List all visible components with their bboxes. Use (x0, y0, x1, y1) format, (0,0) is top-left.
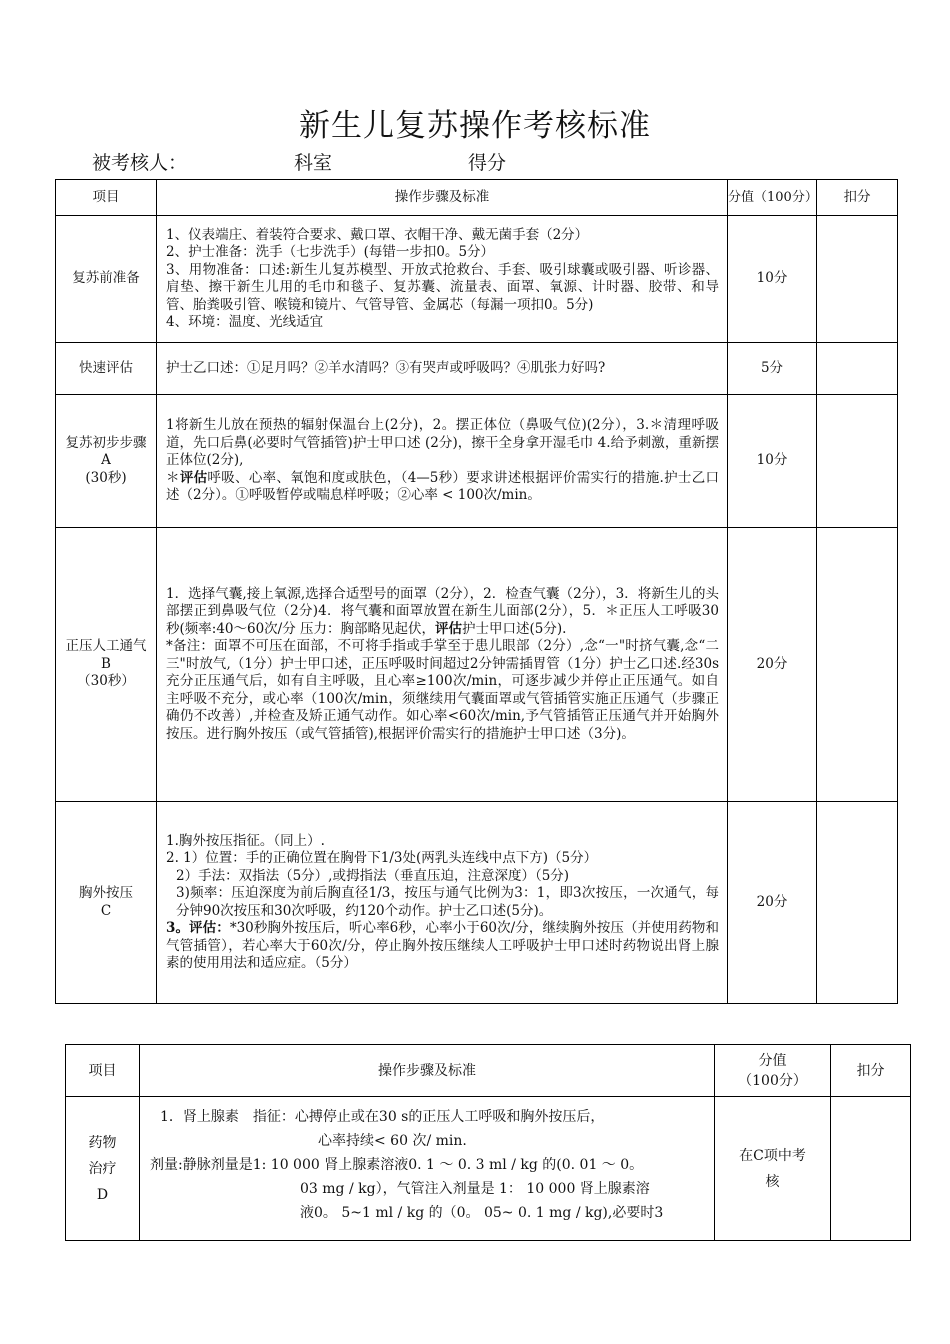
drug-line: 03 mg / kg），气管注入剂量是 1： 10 000 肾上腺素溶 (300, 1181, 650, 1197)
drug-line: 心率持续< 60 次/ min. (318, 1133, 467, 1149)
evaluate-keyword: 评估 (435, 620, 463, 637)
item-code: A (101, 452, 111, 469)
header-score-line: （100分） (738, 1072, 807, 1089)
row-deduct-cell[interactable] (831, 1097, 911, 1241)
header-item: 项目 (66, 1045, 140, 1097)
item-title: 正压人工通气 (65, 638, 147, 655)
row-score: 20分 (728, 528, 817, 802)
row-score: 10分 (728, 395, 817, 528)
item-time: （30秒） (77, 673, 135, 690)
row-steps (157, 395, 728, 528)
item-title: 治疗 (88, 1160, 117, 1177)
item-title: 药物 (88, 1134, 117, 1151)
evaluate-text: *30秒胸外按压后，听心率6秒，心率小于60次/分，继续胸外按压（并使用药物和气管插管），若心率大于60次/分，停止胸外按压继续人工呼吸护士甲口述时药物说出肾上腺素的使用用法和适应症。（5分） (166, 920, 719, 971)
examinee-name-label: 被考核人： (92, 152, 188, 174)
row-score: 10分 (728, 216, 817, 343)
row-steps (157, 343, 728, 395)
step-text: 1将新生儿放在预热的辐射保温台上(2分)，2。摆正体位（鼻吸气位)(2分），3.＊清理呼吸道，先口后鼻(必要时气管插管)护士甲口述 (2分)，擦干全身拿开湿毛巾 4.给予刺激，重新摆正体位(2分), (166, 417, 719, 469)
header-score (715, 1045, 831, 1097)
step-line: 护士乙口述：①足月吗？②羊水清吗？③有哭声或呼吸吗？④肌张力好吗? (166, 359, 606, 376)
step-line (166, 920, 719, 973)
evaluate-keyword: 3。评估： (166, 920, 230, 936)
header-deduct: 扣分 (831, 1045, 911, 1097)
evaluate-text: 呼吸、心率、氧饱和度或肤色，（4—5秒）要求讲述根据评价需实行的措施.护士乙口述（2分）。①呼吸暂停或喘息样呼吸；②心率 < 100次/min。 (166, 469, 720, 504)
row-item (56, 395, 157, 528)
row-score (715, 1097, 831, 1241)
table-row (66, 1097, 911, 1241)
table-row (56, 395, 898, 528)
header-item: 项目 (56, 180, 157, 216)
star-mark: ＊ (166, 469, 180, 486)
row-deduct-cell[interactable] (817, 528, 898, 802)
drug-line: 液0。 5~1 ml / kg 的（0。 05~ 0. 1 mg / kg),必要时3 (300, 1205, 664, 1221)
step-text (166, 586, 719, 639)
remark-text: *备注：面罩不可压在面部，不可将手指或手掌至于患儿眼部（2分）,念“一"时挤气囊,念“二三"时放气,（1分）护士甲口述，正压呼吸时间超过2分钟需插胃管（1分）护士乙口述.经30s充分正压通气后，如有自主呼吸，且心率≥100次/min，可逐步减少并停止正压通气。如自主呼吸不充分，或心率（100次/min，须继续用气囊面罩或气管插管实施正压通气（步骤正确仍不改善）,并检查及矫正通气动作。如心率<60次/min,予气管插管正压通气并开始胸外按压。进行胸外按压（或气管插管),根据评价需实行的措施护士甲口述（3分)。 (166, 638, 719, 742)
row-item (56, 528, 157, 802)
step-line: 4、环境：温度、光线适宜 (166, 314, 324, 330)
header-score-line: 分值 (758, 1052, 787, 1069)
row-deduct-cell[interactable] (817, 395, 898, 528)
evaluate-keyword: 评估 (179, 469, 208, 486)
row-score-line: 在C项中考 (739, 1147, 806, 1164)
row-steps (157, 528, 728, 802)
table-row (56, 528, 898, 802)
step-line: 1、仪表端庄、着装符合要求、戴口罩、衣帽干净、戴无菌手套（2分） (166, 226, 589, 243)
step-text-part: 1．选择气囊,接上氧源,选择合适型号的面罩（2分），2．检查气囊（2分），3．将新生儿的头部摆正到鼻吸气位（2分)4．将气囊和面罩放置在新生儿面部(2分），5．＊正压人工呼吸30秒(频率:40～60次/分 压力：胸部略见起伏， (166, 585, 719, 637)
step-line: 2. 1）位置：手的正确位置在胸骨下1/3处(两乳头连线中点下方)（5分） (166, 850, 598, 866)
row-item (56, 802, 157, 1004)
item-title: 胸外按压 (79, 885, 133, 901)
row-score: 5分 (728, 343, 817, 395)
row-steps (140, 1097, 715, 1241)
drug-line: 1．肾上腺素 指征：心搏停止或在30 s的正压人工呼吸和胸外按压后， (160, 1109, 605, 1125)
item-title: 复苏初步步骤 (65, 434, 147, 451)
table-row (56, 343, 898, 395)
row-deduct-cell[interactable] (817, 216, 898, 343)
assessment-table-2 (65, 1044, 911, 1241)
row-item (66, 1097, 140, 1241)
step-text-part: 护士甲口述(5分). (462, 620, 567, 637)
table-row (56, 802, 898, 1004)
step-line: 2）手法：双指法（5分）,或拇指法（垂直压迫，注意深度）（5分) (176, 867, 570, 884)
assessment-table-1 (55, 179, 898, 1004)
step-line: 3、用物准备：口述:新生儿复苏模型、开放式抢救台、手套、吸引球囊或吸引器、听诊器、肩垫、擦干新生儿用的毛巾和毯子、复苏囊、流量表、面罩、氧源、计时器、胶带、和导管、胎粪吸引管、喉镜和镜片、气管导管、金属芯（每漏一项扣0。5分) (166, 261, 719, 313)
step-line: 3)频率：压迫深度为前后胸直径1/3，按压与通气比例为3：1，即3次按压，一次通气，每分钟90次按压和30次呼吸，约120个动作。护士乙口述(5分)。 (176, 885, 719, 919)
page-title: 新生儿复苏操作考核标准 (299, 108, 651, 144)
score-label: 得分 (468, 152, 507, 174)
table-row (56, 216, 898, 343)
step-line: 2、护士准备：洗手（七步洗手）(每错一步扣0。5分） (166, 244, 495, 260)
table-header-row (56, 180, 898, 216)
department-label: 科室 (294, 152, 333, 174)
item-code: B (101, 655, 111, 672)
table-header-row (66, 1045, 911, 1097)
row-score: 20分 (728, 802, 817, 1004)
header-deduct: 扣分 (817, 180, 898, 216)
header-steps: 操作步骤及标准 (157, 180, 728, 216)
row-deduct-cell[interactable] (817, 802, 898, 1004)
step-text (166, 470, 719, 505)
step-line: 1.胸外按压指征。（同上）. (166, 832, 325, 849)
header-score: 分值（100分） (728, 180, 817, 216)
row-score-line: 核 (765, 1173, 780, 1190)
row-steps (157, 802, 728, 1004)
header-steps: 操作步骤及标准 (140, 1045, 715, 1097)
item-time: (30秒) (85, 469, 127, 486)
row-item: 复苏前准备 (56, 216, 157, 343)
row-deduct-cell[interactable] (817, 343, 898, 395)
item-code: D (96, 1186, 109, 1203)
drug-line: 剂量:静脉剂量是1: 10 000 肾上腺素溶液0. 1 ～ 0. 3 ml / kg 的(0. 01 ～ 0。 (150, 1157, 644, 1173)
row-item: 快速评估 (56, 343, 157, 395)
row-steps (157, 216, 728, 343)
item-code: C (100, 902, 112, 919)
